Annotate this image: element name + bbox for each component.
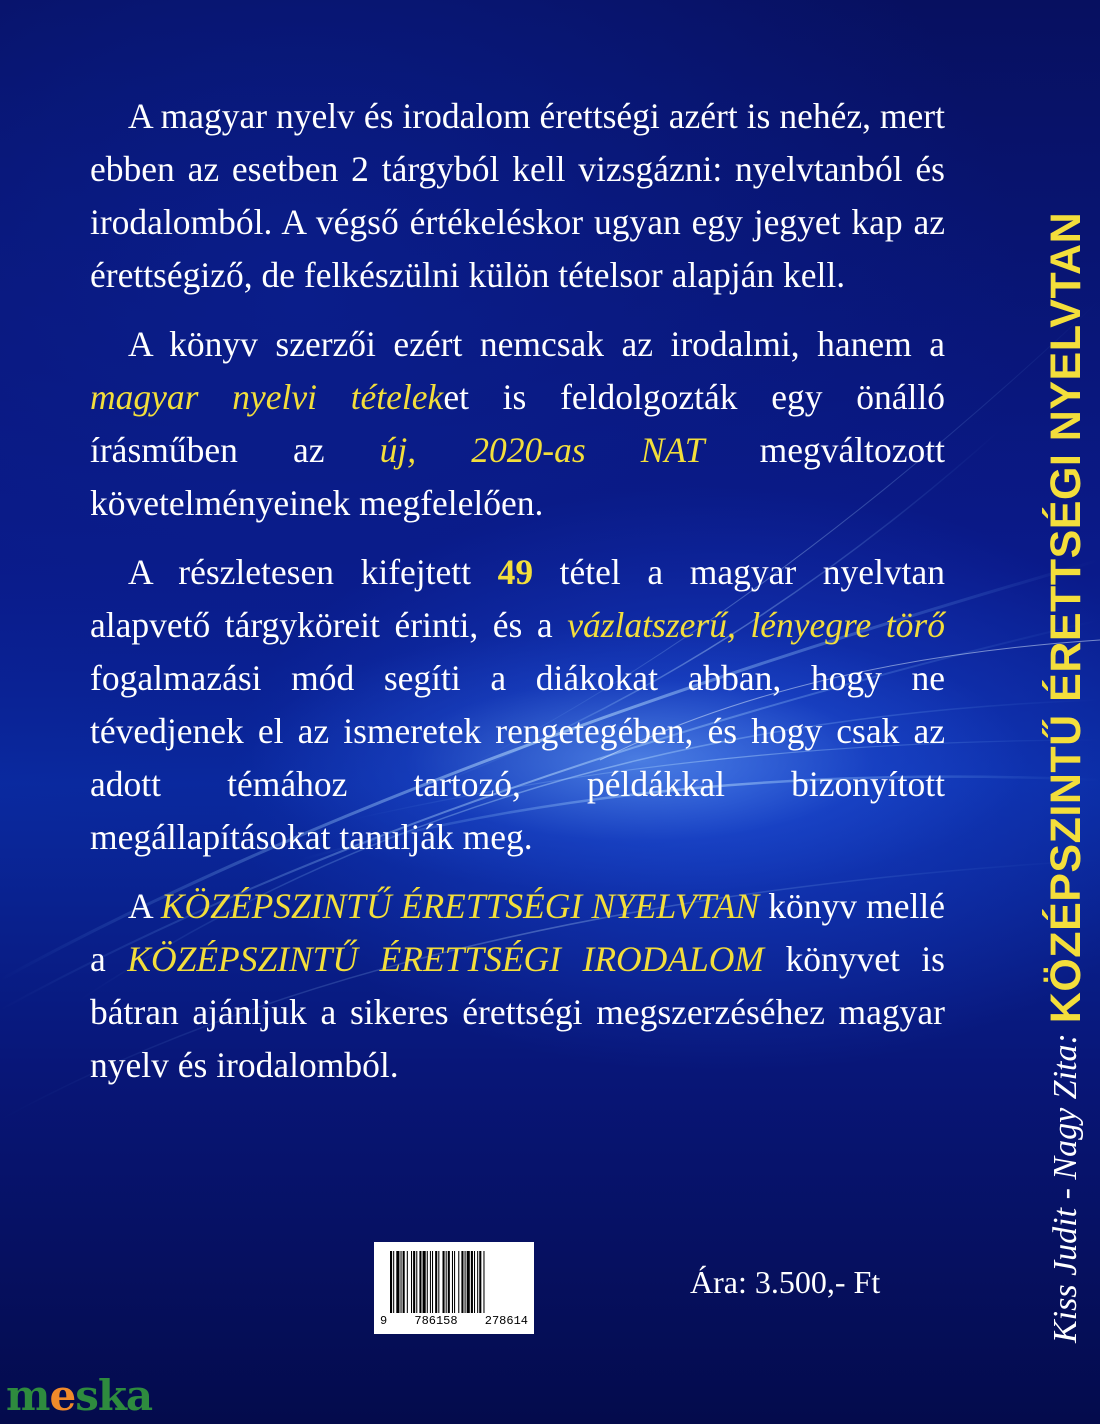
barcode-bar — [477, 1251, 478, 1313]
barcode-bar — [427, 1251, 428, 1313]
barcode-bar — [474, 1251, 475, 1313]
paragraph-2: A könyv szerzői ezért nemcsak az irodalmi, hanem a magyar nyelvi tételeket is feldolgozták egy önálló írásműben az új, 2020-as NAT megváltozott követelményeinek megfelelően. — [90, 324, 946, 523]
highlight-vazlatszeru: vázlatszerű, lényegre törő — [567, 605, 945, 645]
barcode-bar — [411, 1251, 412, 1313]
barcode-bar — [393, 1251, 394, 1313]
barcode-bar — [438, 1251, 439, 1313]
barcode-group-1: 786158 — [414, 1314, 458, 1328]
meska-logo: meska — [6, 1371, 153, 1420]
barcode-bar — [465, 1251, 466, 1313]
highlight-nyelvtan-title: KÖZÉPSZINTŰ ÉRETTSÉGI NYELVTAN — [160, 886, 760, 926]
spine-authors: Kiss Judit - Nagy Zita: — [1047, 1033, 1084, 1343]
barcode-bar — [419, 1251, 421, 1313]
barcode-bar — [432, 1251, 433, 1313]
highlight-irodalom-title: KÖZÉPSZINTŰ ÉRETTSÉGI IRODALOM — [127, 939, 764, 979]
barcode-bar — [407, 1251, 408, 1313]
barcode-bar — [396, 1251, 399, 1313]
barcode-bar — [401, 1251, 402, 1313]
barcode-bar — [458, 1251, 459, 1313]
barcode-bar — [443, 1251, 445, 1313]
paragraph-4: A KÖZÉPSZINTŰ ÉRETTSÉGI NYELVTAN könyv mellé a KÖZÉPSZINTŰ ÉRETTSÉGI IRODALOM könyvet is bátran ajánljuk a sikeres érettségi megszerzéséhez magyar nyelv és irodalomból. — [90, 886, 945, 1085]
barcode-number — [374, 1314, 534, 1328]
highlight-number: 49 — [497, 552, 534, 592]
highlight-nat: új, 2020-as NAT — [379, 430, 705, 470]
barcode-bar — [416, 1251, 417, 1313]
barcode-bar — [413, 1251, 415, 1313]
barcode-bar — [423, 1251, 426, 1313]
barcode-bars-graphic — [390, 1251, 520, 1313]
barcode-bar — [471, 1251, 473, 1313]
paragraph-3: A részletesen kifejtett 49 tétel a magyar nyelvtan alapvető tárgyköreit érinti, és a vázlatszerű, lényegre törő fogalmazási mód segíti a diákokat abban, hogy ne tévedjenek el az ismeretek rengetegében, és hogy csak az adott témához tartozó, példákkal bizonyított megállapításokat tanulják meg. — [90, 552, 945, 857]
barcode-bar — [454, 1251, 455, 1313]
barcode-group-2: 278614 — [484, 1314, 528, 1328]
barcode-bar — [452, 1251, 453, 1313]
barcode-bar — [446, 1251, 447, 1313]
barcode-lead-digit: 9 — [380, 1314, 388, 1328]
barcode-bar — [448, 1251, 450, 1313]
barcode-bar — [430, 1251, 431, 1313]
barcode-bar — [390, 1251, 392, 1313]
barcode-bar — [467, 1251, 470, 1313]
back-cover-description — [90, 90, 945, 1108]
spine-title: KÖZÉPSZINTŰ ÉRETTSÉGI NYELVTAN — [1041, 211, 1090, 1024]
paragraph-1: A magyar nyelv és irodalom érettségi azért is nehéz, mert ebben az esetben 2 tárgyból kell vizsgázni: nyelvtanból és irodalomból. A végső értékeléskor ugyan egy jegyet kap az érettségiző, de felkészülni külön tételsor alapján kell. — [90, 96, 945, 295]
barcode-bar — [483, 1251, 484, 1313]
highlight-magyar-nyelvi-tetelek: magyar nyelvi tételek — [90, 377, 444, 417]
barcode-bar — [435, 1251, 437, 1313]
barcode-bar — [461, 1251, 463, 1313]
price-label: Ára: 3.500,- Ft — [690, 1264, 881, 1300]
spine-title-area — [1006, 103, 1090, 1343]
barcode-bar — [479, 1251, 481, 1313]
barcode-bar — [403, 1251, 405, 1313]
isbn-barcode — [374, 1242, 534, 1334]
